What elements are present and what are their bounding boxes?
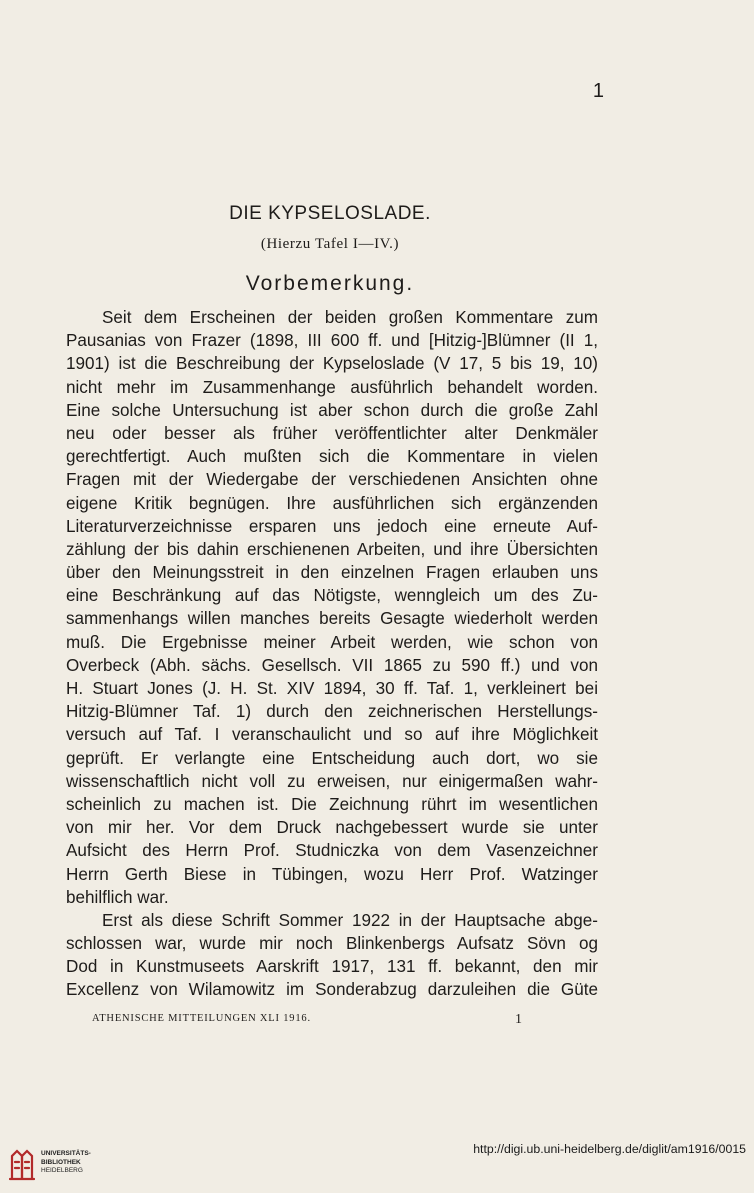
- text-line: Herrn Gerth Biese in Tübingen, wozu Herr Prof. Watzinger: [66, 864, 598, 884]
- text-line: eigene Kritik begnügen. Ihre ausführlichen sich ergänzenden: [66, 493, 598, 513]
- text-line: Overbeck (Abh. sächs. Gesellsch. VII 1865 zu 590 ff.) und von: [66, 655, 598, 675]
- text-line: zählung der bis dahin erschienenen Arbeiten, und ihre Übersichten: [66, 539, 598, 559]
- library-name-line: BIBLIOTHEK: [41, 1158, 81, 1166]
- text-line: versuch auf Taf. I veranschaulicht und so auf ihre Möglichkeit: [66, 725, 598, 745]
- text-line: Erst als diese Schrift Sommer 1922 in der Hauptsache abge-: [102, 910, 598, 930]
- page-url-link[interactable]: http://digi.ub.uni-heidelberg.de/diglit/am1916/0015: [473, 1142, 746, 1156]
- journal-line: ATHENISCHE MITTEILUNGEN XLI 1916.: [92, 1013, 311, 1024]
- library-bar: [0, 1138, 754, 1193]
- text-line: schlossen war, wurde mir noch Blinkenbergs Aufsatz Sövn og: [66, 934, 598, 954]
- text-line: Pausanias von Frazer (1898, III 600 ff. und [Hitzig-]Blümner (II 1,: [66, 331, 598, 351]
- text-line: Aufsicht des Herrn Prof. Studniczka von dem Vasenzeichner: [66, 841, 598, 861]
- text-line: muß. Die Ergebnisse meiner Arbeit werden, wie schon von: [66, 632, 598, 652]
- text-line: Dod in Kunstmuseets Aarskrift 1917, 131 ff. bekannt, den mir: [66, 957, 598, 977]
- library-logo-icon: [9, 1147, 35, 1181]
- signature-mark: 1: [515, 1012, 523, 1027]
- text-line: Excellenz von Wilamowitz im Sonderabzug darzuleihen die Güte: [66, 980, 598, 1000]
- text-line: Seit dem Erscheinen der beiden großen Kommentare zum: [102, 308, 598, 327]
- article-subtitle: (Hierzu Tafel I—IV.): [260, 236, 400, 252]
- text-line: nicht mehr im Zusammenhange ausführlich behandelt worden.: [66, 377, 598, 397]
- text-line: behilflich war.: [66, 887, 169, 907]
- section-heading: Vorbemerkung.: [245, 272, 415, 295]
- library-name-line: HEIDELBERG: [41, 1167, 83, 1174]
- text-line: geprüft. Er verlangte eine Entscheidung auch dort, wo sie: [66, 748, 598, 768]
- running-footer: [92, 1012, 532, 1027]
- text-line: Hitzig-Blümner Taf. 1) durch den zeichnerischen Herstellungs-: [66, 702, 598, 722]
- text-line: 1901) ist die Beschreibung der Kypseloslade (V 17, 5 bis 19, 10): [66, 354, 598, 374]
- text-line: von mir her. Vor dem Druck nachgebessert wurde sie unter: [66, 818, 598, 838]
- text-line: Fragen mit der Wiedergabe der verschiedenen Ansichten ohne: [66, 470, 598, 490]
- body-text: [66, 306, 598, 1002]
- text-line: sammenhangs willen manches bereits Gesagte wiederholt werden: [66, 609, 598, 629]
- text-line: eine Beschränkung auf das Nötigste, wenngleich um des Zu-: [66, 586, 598, 606]
- text-line: über den Meinungsstreit in den einzelnen Fragen erlauben uns: [66, 563, 598, 583]
- text-line: gerechtfertigt. Auch mußten sich die Kommentare in vielen: [66, 447, 598, 467]
- library-name: [41, 1150, 91, 1176]
- text-line: scheinlich zu machen ist. Die Zeichnung rührt im wesentlichen: [66, 794, 598, 814]
- text-line: Eine solche Untersuchung ist aber schon durch die große Zahl: [66, 400, 598, 420]
- page-number: 1: [592, 80, 604, 102]
- text-line: wissenschaftlich nicht voll zu erweisen, nur einigermaßen wahr-: [66, 771, 598, 791]
- library-name-line: UNIVERSITÄTS-: [41, 1150, 91, 1157]
- text-line: H. Stuart Jones (J. H. St. XIV 1894, 30 ff. Taf. 1, verkleinert bei: [66, 679, 598, 698]
- text-line: Literaturverzeichnisse ersparen uns jedoch eine erneute Auf-: [66, 516, 598, 536]
- text-line: neu oder besser als früher veröffentlichter alter Denkmäler: [66, 423, 598, 443]
- article-title: DIE KYPSELOSLADE.: [229, 203, 431, 224]
